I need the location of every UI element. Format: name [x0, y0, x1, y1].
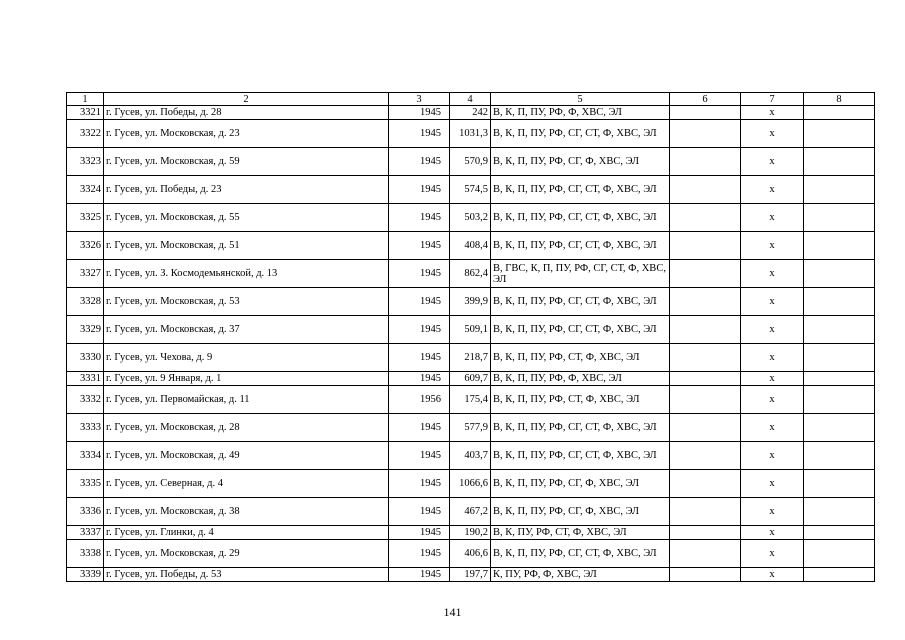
address-cell: г. Гусев, ул. З. Космодемьянской, д. 13 — [104, 260, 389, 288]
table-row — [67, 386, 875, 414]
column-6-cell — [670, 498, 741, 526]
header-row — [67, 93, 875, 106]
column-6-cell — [670, 204, 741, 232]
table-row — [67, 204, 875, 232]
table-row — [67, 120, 875, 148]
types-cell: В, К, П, ПУ, РФ, СТ, Ф, ХВС, ЭЛ — [491, 344, 670, 372]
year-cell: 1945 — [389, 372, 450, 386]
row-number: 3334 — [67, 442, 104, 470]
column-6-cell — [670, 568, 741, 582]
column-8-cell — [804, 120, 875, 148]
row-number: 3330 — [67, 344, 104, 372]
registry-table-container — [66, 92, 875, 582]
types-cell: В, К, П, ПУ, РФ, СГ, СТ, Ф, ХВС, ЭЛ — [491, 204, 670, 232]
column-8-cell — [804, 414, 875, 442]
row-number: 3321 — [67, 106, 104, 120]
address-cell: г. Гусев, ул. Северная, д. 4 — [104, 470, 389, 498]
address-cell: г. Гусев, ул. Победы, д. 23 — [104, 176, 389, 204]
table-row — [67, 344, 875, 372]
address-cell: г. Гусев, ул. Победы, д. 28 — [104, 106, 389, 120]
address-cell: г. Гусев, ул. Московская, д. 51 — [104, 232, 389, 260]
row-number: 3336 — [67, 498, 104, 526]
column-7-cell: х — [741, 176, 804, 204]
address-cell: г. Гусев, ул. Московская, д. 23 — [104, 120, 389, 148]
types-cell: В, К, П, ПУ, РФ, СГ, СТ, Ф, ХВС, ЭЛ — [491, 316, 670, 344]
table-row — [67, 260, 875, 288]
area-cell: 399,9 — [450, 288, 491, 316]
column-6-cell — [670, 414, 741, 442]
row-number: 3326 — [67, 232, 104, 260]
area-cell: 570,9 — [450, 148, 491, 176]
types-cell: В, К, П, ПУ, РФ, СГ, СТ, Ф, ХВС, ЭЛ — [491, 414, 670, 442]
column-7-cell: х — [741, 442, 804, 470]
year-cell: 1945 — [389, 204, 450, 232]
types-cell: В, К, П, ПУ, РФ, СГ, Ф, ХВС, ЭЛ — [491, 498, 670, 526]
table-row — [67, 176, 875, 204]
address-cell: г. Гусев, ул. Московская, д. 55 — [104, 204, 389, 232]
year-cell: 1945 — [389, 498, 450, 526]
column-6-cell — [670, 260, 741, 288]
area-cell: 609,7 — [450, 372, 491, 386]
column-6-cell — [670, 442, 741, 470]
header-cell-7: 7 — [741, 93, 804, 106]
column-8-cell — [804, 176, 875, 204]
row-number: 3323 — [67, 148, 104, 176]
column-7-cell: х — [741, 568, 804, 582]
column-6-cell — [670, 540, 741, 568]
address-cell: г. Гусев, ул. Московская, д. 37 — [104, 316, 389, 344]
area-cell: 406,6 — [450, 540, 491, 568]
table-row — [67, 232, 875, 260]
address-cell: г. Гусев, ул. Чехова, д. 9 — [104, 344, 389, 372]
area-cell: 577,9 — [450, 414, 491, 442]
column-8-cell — [804, 540, 875, 568]
column-7-cell: х — [741, 386, 804, 414]
column-8-cell — [804, 526, 875, 540]
types-cell: В, К, П, ПУ, РФ, Ф, ХВС, ЭЛ — [491, 106, 670, 120]
types-cell: В, К, П, ПУ, РФ, СГ, СТ, Ф, ХВС, ЭЛ — [491, 120, 670, 148]
address-cell: г. Гусев, ул. Московская, д. 53 — [104, 288, 389, 316]
table-row — [67, 498, 875, 526]
column-8-cell — [804, 498, 875, 526]
year-cell: 1945 — [389, 568, 450, 582]
table-row — [67, 526, 875, 540]
area-cell: 242 — [450, 106, 491, 120]
column-7-cell: х — [741, 232, 804, 260]
row-number: 3338 — [67, 540, 104, 568]
column-6-cell — [670, 470, 741, 498]
types-cell: К, ПУ, РФ, Ф, ХВС, ЭЛ — [491, 568, 670, 582]
column-6-cell — [670, 232, 741, 260]
column-8-cell — [804, 386, 875, 414]
area-cell: 175,4 — [450, 386, 491, 414]
address-cell: г. Гусев, ул. Глинки, д. 4 — [104, 526, 389, 540]
table-row — [67, 288, 875, 316]
address-cell: г. Гусев, ул. Победы, д. 53 — [104, 568, 389, 582]
row-number: 3332 — [67, 386, 104, 414]
address-cell: г. Гусев, ул. 9 Января, д. 1 — [104, 372, 389, 386]
column-8-cell — [804, 204, 875, 232]
year-cell: 1945 — [389, 470, 450, 498]
row-number: 3331 — [67, 372, 104, 386]
column-8-cell — [804, 442, 875, 470]
year-cell: 1945 — [389, 106, 450, 120]
year-cell: 1945 — [389, 414, 450, 442]
column-7-cell: х — [741, 372, 804, 386]
year-cell: 1945 — [389, 540, 450, 568]
area-cell: 190,2 — [450, 526, 491, 540]
column-7-cell: х — [741, 526, 804, 540]
types-cell: В, К, П, ПУ, РФ, Ф, ХВС, ЭЛ — [491, 372, 670, 386]
area-cell: 509,1 — [450, 316, 491, 344]
column-6-cell — [670, 120, 741, 148]
table-row — [67, 106, 875, 120]
address-cell: г. Гусев, ул. Московская, д. 49 — [104, 442, 389, 470]
column-7-cell: х — [741, 288, 804, 316]
row-number: 3329 — [67, 316, 104, 344]
types-cell: В, ГВС, К, П, ПУ, РФ, СГ, СТ, Ф, ХВС, ЭЛ — [491, 260, 670, 288]
area-cell: 467,2 — [450, 498, 491, 526]
column-6-cell — [670, 316, 741, 344]
table-row — [67, 414, 875, 442]
area-cell: 1031,3 — [450, 120, 491, 148]
header-cell-4: 4 — [450, 93, 491, 106]
column-7-cell: х — [741, 414, 804, 442]
types-cell: В, К, П, ПУ, РФ, СГ, СТ, Ф, ХВС, ЭЛ — [491, 288, 670, 316]
address-cell: г. Гусев, ул. Московская, д. 38 — [104, 498, 389, 526]
types-cell: В, К, П, ПУ, РФ, СГ, СТ, Ф, ХВС, ЭЛ — [491, 176, 670, 204]
column-6-cell — [670, 526, 741, 540]
types-cell: В, К, П, ПУ, РФ, СГ, Ф, ХВС, ЭЛ — [491, 148, 670, 176]
area-cell: 503,2 — [450, 204, 491, 232]
row-number: 3325 — [67, 204, 104, 232]
column-6-cell — [670, 288, 741, 316]
row-number: 3327 — [67, 260, 104, 288]
page-number: 141 — [443, 605, 462, 619]
column-6-cell — [670, 372, 741, 386]
column-7-cell: х — [741, 316, 804, 344]
column-6-cell — [670, 386, 741, 414]
table-row — [67, 568, 875, 582]
column-7-cell: х — [741, 498, 804, 526]
year-cell: 1945 — [389, 316, 450, 344]
column-8-cell — [804, 470, 875, 498]
types-cell: В, К, П, ПУ, РФ, СГ, СТ, Ф, ХВС, ЭЛ — [491, 442, 670, 470]
year-cell: 1945 — [389, 120, 450, 148]
column-8-cell — [804, 568, 875, 582]
year-cell: 1945 — [389, 442, 450, 470]
column-8-cell — [804, 344, 875, 372]
types-cell: В, К, ПУ, РФ, СТ, Ф, ХВС, ЭЛ — [491, 526, 670, 540]
year-cell: 1945 — [389, 260, 450, 288]
table-body — [67, 106, 875, 582]
types-cell: В, К, П, ПУ, РФ, СГ, СТ, Ф, ХВС, ЭЛ — [491, 232, 670, 260]
table-row — [67, 372, 875, 386]
area-cell: 197,7 — [450, 568, 491, 582]
header-cell-2: 2 — [104, 93, 389, 106]
types-cell: В, К, П, ПУ, РФ, СГ, Ф, ХВС, ЭЛ — [491, 470, 670, 498]
area-cell: 1066,6 — [450, 470, 491, 498]
table-row — [67, 316, 875, 344]
row-number: 3328 — [67, 288, 104, 316]
row-number: 3324 — [67, 176, 104, 204]
year-cell: 1945 — [389, 148, 450, 176]
column-7-cell: х — [741, 540, 804, 568]
table-row — [67, 442, 875, 470]
column-7-cell: х — [741, 148, 804, 176]
row-number: 3337 — [67, 526, 104, 540]
column-8-cell — [804, 260, 875, 288]
row-number: 3335 — [67, 470, 104, 498]
address-cell: г. Гусев, ул. Московская, д. 59 — [104, 148, 389, 176]
column-8-cell — [804, 372, 875, 386]
column-6-cell — [670, 148, 741, 176]
table-row — [67, 540, 875, 568]
column-7-cell: х — [741, 260, 804, 288]
table-row — [67, 470, 875, 498]
area-cell: 408,4 — [450, 232, 491, 260]
column-6-cell — [670, 176, 741, 204]
types-cell: В, К, П, ПУ, РФ, СГ, СТ, Ф, ХВС, ЭЛ — [491, 540, 670, 568]
area-cell: 218,7 — [450, 344, 491, 372]
area-cell: 403,7 — [450, 442, 491, 470]
column-7-cell: х — [741, 106, 804, 120]
header-cell-6: 6 — [670, 93, 741, 106]
year-cell: 1956 — [389, 386, 450, 414]
header-cell-8: 8 — [804, 93, 875, 106]
year-cell: 1945 — [389, 526, 450, 540]
column-8-cell — [804, 316, 875, 344]
year-cell: 1945 — [389, 232, 450, 260]
year-cell: 1945 — [389, 288, 450, 316]
column-8-cell — [804, 232, 875, 260]
column-6-cell — [670, 344, 741, 372]
header-cell-5: 5 — [491, 93, 670, 106]
year-cell: 1945 — [389, 176, 450, 204]
row-number: 3322 — [67, 120, 104, 148]
row-number: 3333 — [67, 414, 104, 442]
column-6-cell — [670, 106, 741, 120]
year-cell: 1945 — [389, 344, 450, 372]
area-cell: 574,5 — [450, 176, 491, 204]
registry-table — [66, 92, 875, 582]
types-cell: В, К, П, ПУ, РФ, СТ, Ф, ХВС, ЭЛ — [491, 386, 670, 414]
column-7-cell: х — [741, 344, 804, 372]
column-8-cell — [804, 148, 875, 176]
table-row — [67, 148, 875, 176]
header-cell-1: 1 — [67, 93, 104, 106]
address-cell: г. Гусев, ул. Московская, д. 29 — [104, 540, 389, 568]
header-cell-3: 3 — [389, 93, 450, 106]
column-7-cell: х — [741, 120, 804, 148]
area-cell: 862,4 — [450, 260, 491, 288]
column-8-cell — [804, 288, 875, 316]
column-7-cell: х — [741, 470, 804, 498]
column-7-cell: х — [741, 204, 804, 232]
row-number: 3339 — [67, 568, 104, 582]
column-8-cell — [804, 106, 875, 120]
address-cell: г. Гусев, ул. Московская, д. 28 — [104, 414, 389, 442]
address-cell: г. Гусев, ул. Первомайская, д. 11 — [104, 386, 389, 414]
